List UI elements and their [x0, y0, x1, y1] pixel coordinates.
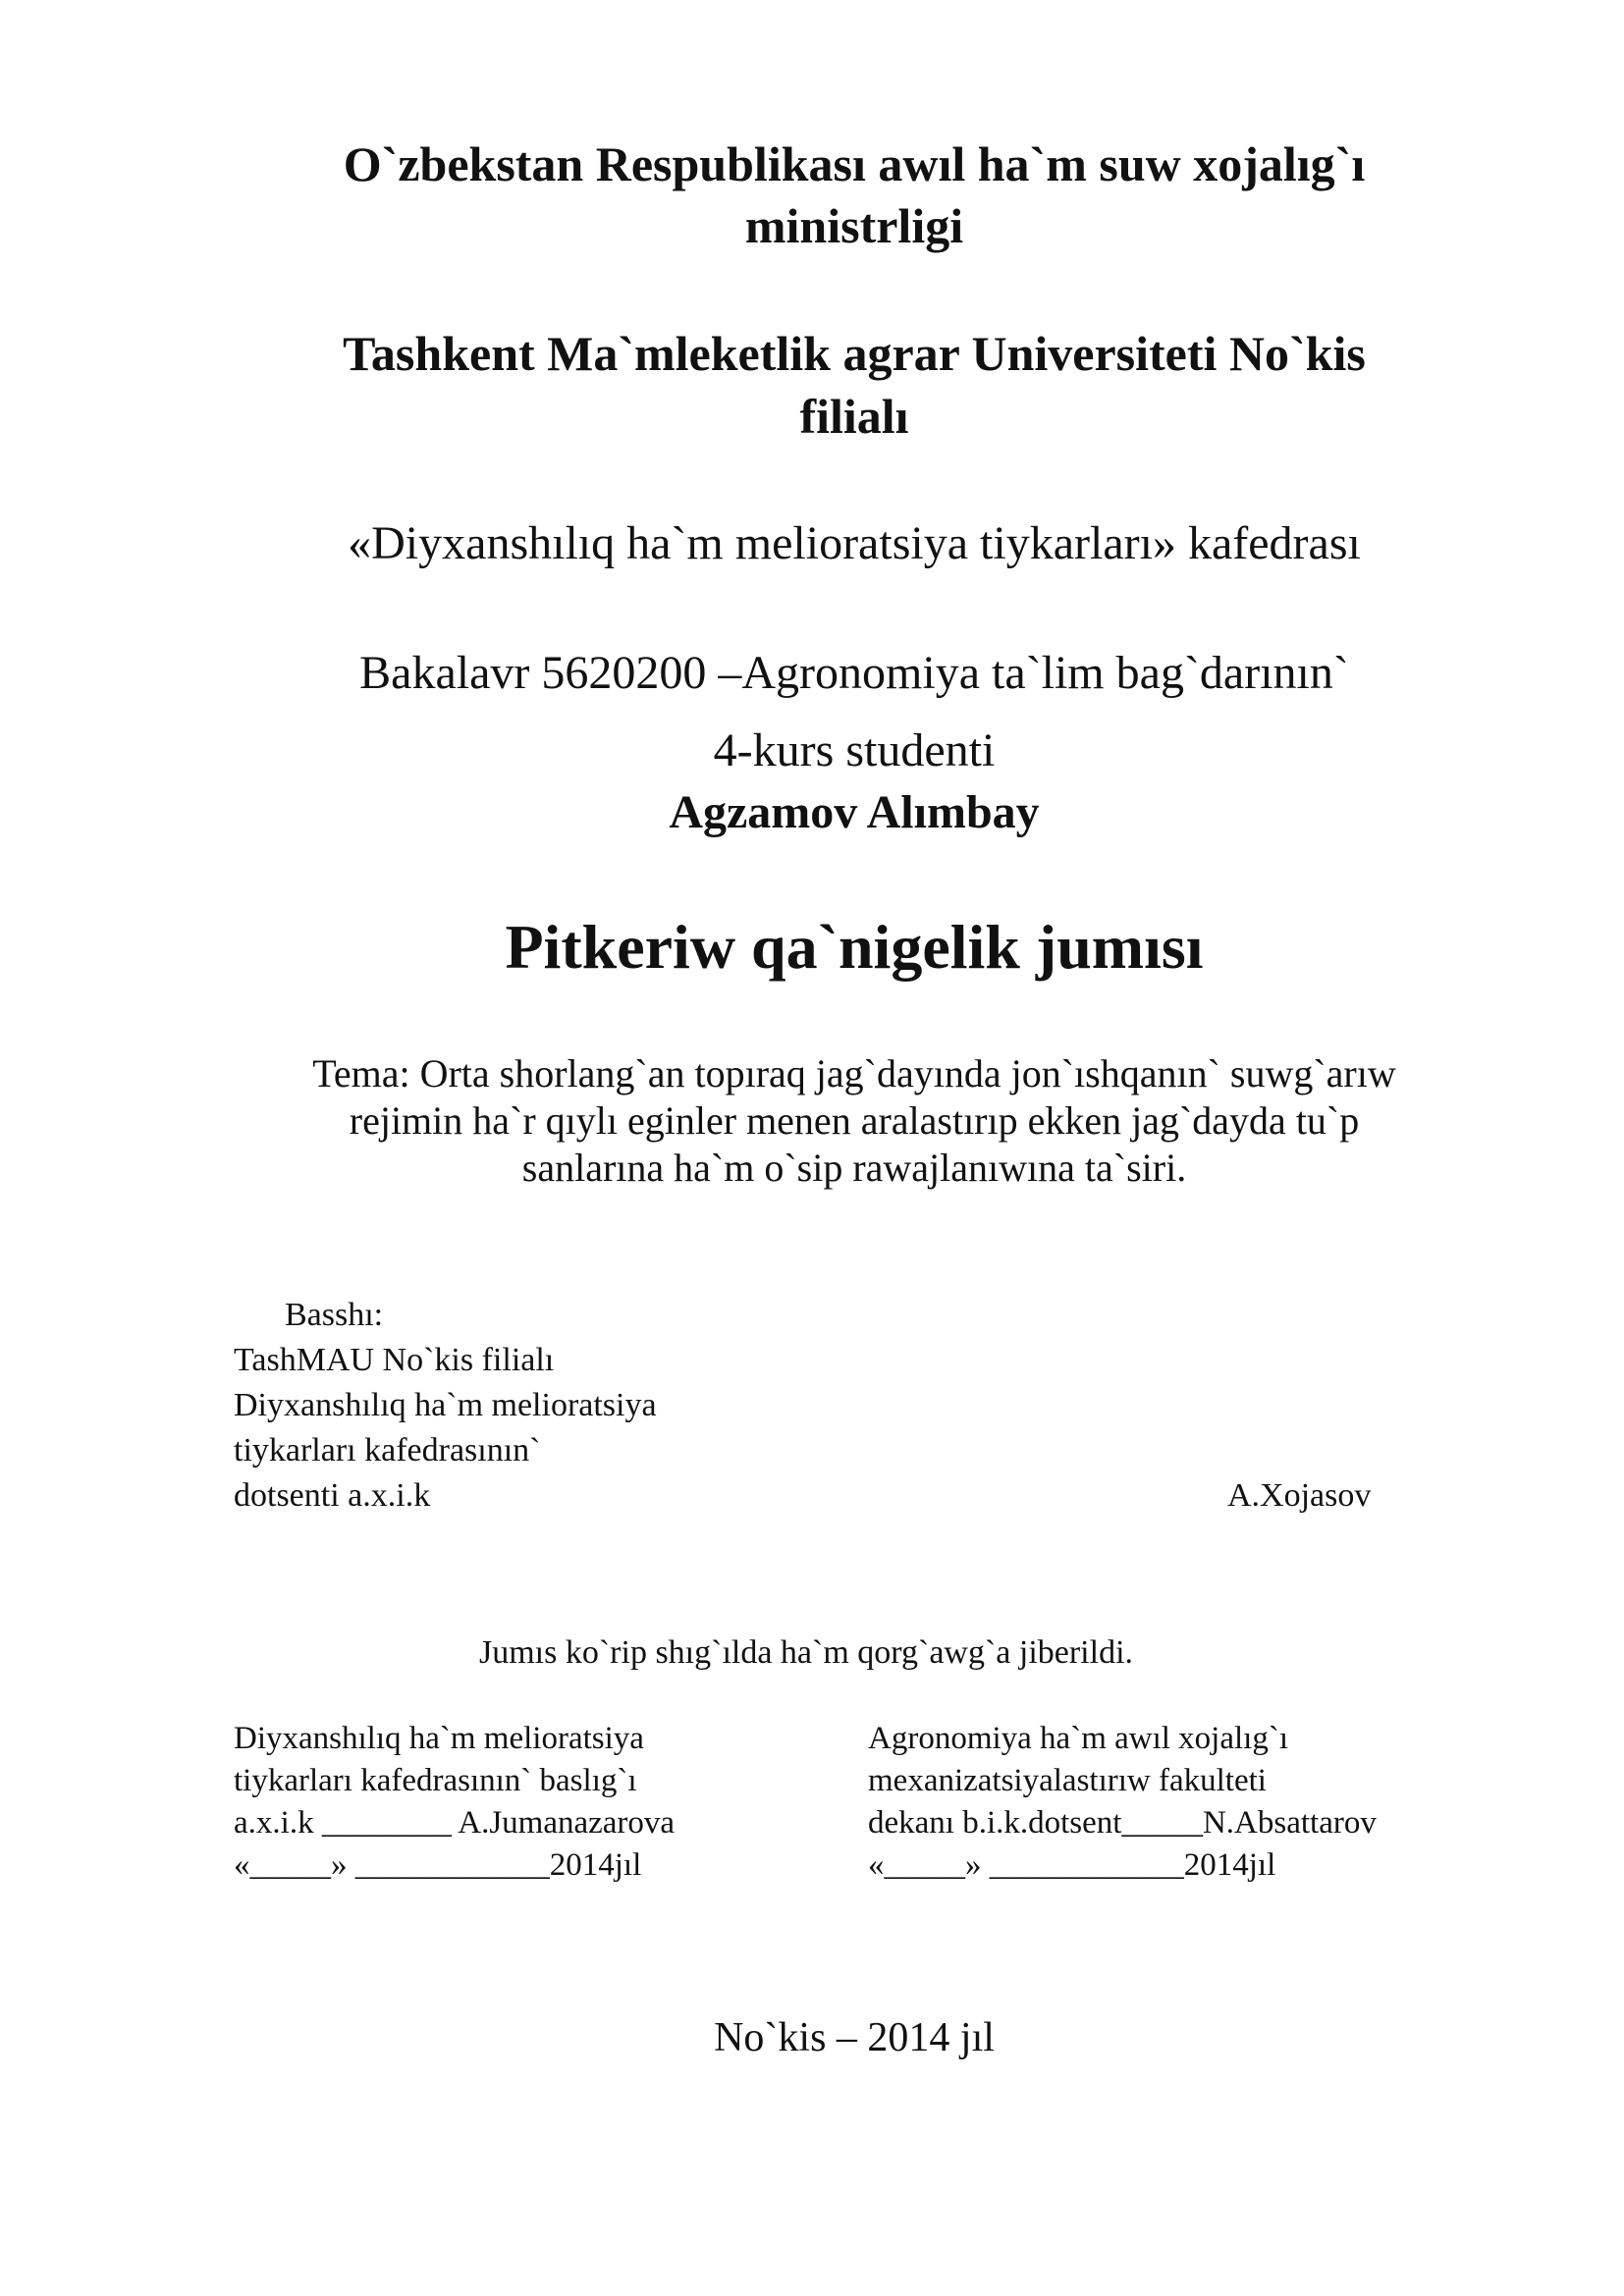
right-signature-line-2: mexanizatsiyalastırıw fakulteti — [868, 1763, 1267, 1798]
supervisor-line-2: Diyxanshılıq ha`m melioratsiya — [234, 1387, 657, 1423]
student-name: Agzamov Alımbay — [669, 786, 1040, 838]
ministry-line-2: ministrligi — [744, 198, 964, 253]
ministry-line-1: O`zbekstan Respublikası awıl ha`m suw xojalıg`ı — [343, 136, 1366, 191]
left-signature-date: «_____» ____________2014jıl — [234, 1847, 642, 1883]
work-title: Pitkeriw qa`nigelik jumısı — [505, 912, 1204, 982]
university-line-2: filialı — [799, 389, 909, 444]
footer-place-year: No`kis – 2014 jıl — [714, 2015, 995, 2060]
supervisor-label: Basshı: — [285, 1297, 384, 1333]
right-signature-line-3: dekanı b.i.k.dotsent_____N.Absattarov — [868, 1805, 1377, 1841]
topic-line-3: sanlarına ha`m o`sip rawajlanıwına ta`siri. — [521, 1146, 1187, 1190]
program-line: Bakalavr 5620200 –Agronomiya ta`lim bag`darının` — [359, 647, 1349, 699]
right-signature-line-1: Agronomiya ha`m awıl xojalıg`ı — [868, 1721, 1288, 1756]
university-line-1: Tashkent Ma`mleketlik agrar Universiteti No`kis — [343, 326, 1366, 381]
right-signature-date: «_____» ____________2014jıl — [868, 1847, 1276, 1883]
left-signature-line-1: Diyxanshılıq ha`m melioratsiya — [234, 1721, 644, 1756]
supervisor-name: A.Xojasov — [1227, 1477, 1372, 1514]
course-line: 4-kurs studenti — [713, 724, 996, 776]
left-signature-line-2: tiykarları kafedrasının` baslıg`ı — [234, 1763, 637, 1798]
topic-line-2: rejimin ha`r qıylı eginler menen aralastırıp ekken jag`dayda tu`p — [349, 1098, 1360, 1143]
supervisor-line-4: dotsenti a.x.i.k — [234, 1477, 431, 1514]
left-signature-line-3: a.x.i.k ________ A.Jumanazarova — [234, 1805, 676, 1841]
topic-line-1: Tema: Orta shorlang`an topıraq jag`dayında jon`ıshqanın` suwg`arıw — [312, 1051, 1396, 1095]
supervisor-line-1: TashMAU No`kis filialı — [234, 1342, 555, 1378]
supervisor-line-3: tiykarları kafedrasının` — [234, 1432, 541, 1468]
department-name: «Diyxanshılıq ha`m melioratsiya tiykarları» kafedrası — [348, 517, 1361, 569]
review-note: Jumıs ko`rip shıg`ılda ha`m qorg`awg`a jiberildi. — [479, 1634, 1134, 1671]
